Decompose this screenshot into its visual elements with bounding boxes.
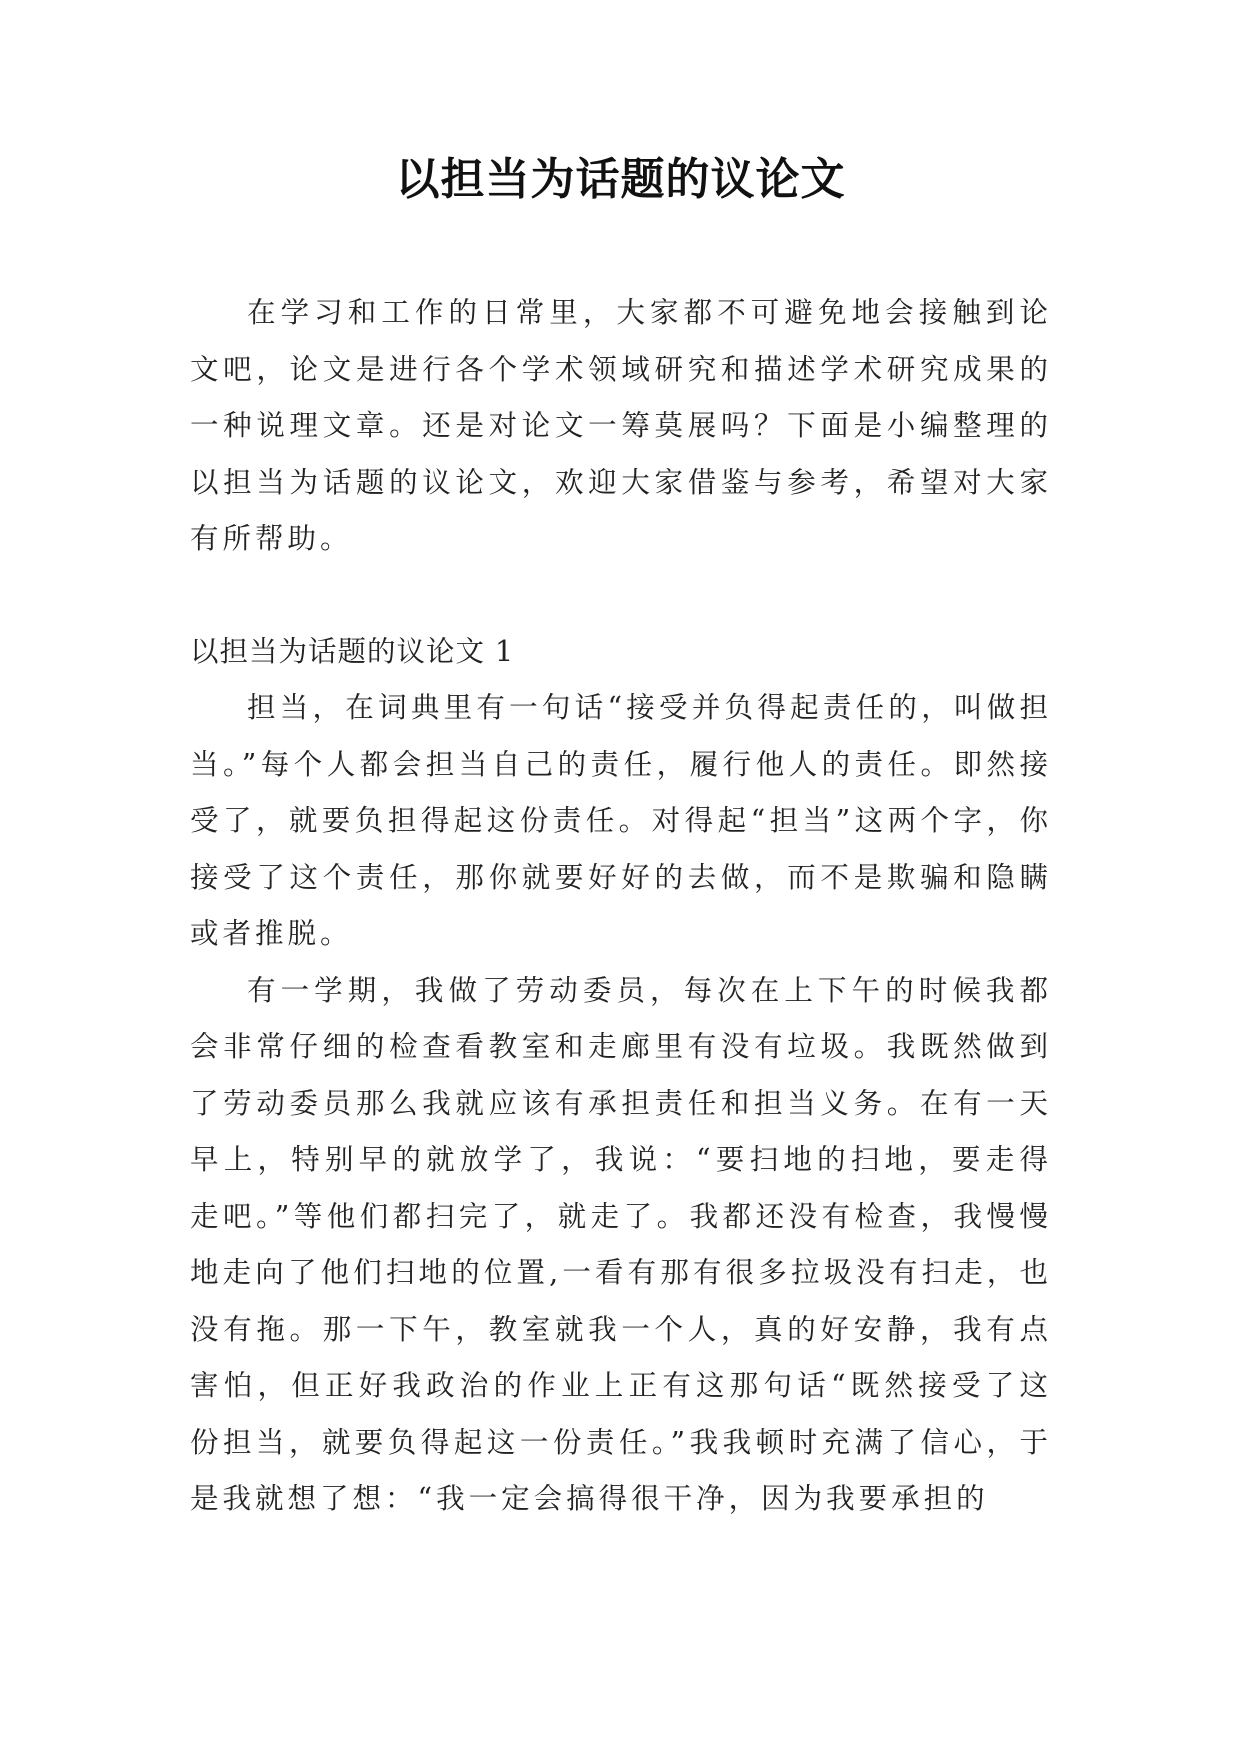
- body-paragraph-1: 担当，在词典里有一句话“接受并负得起责任的，叫做担当。”每个人都会担当自己的责任，履行他人的责任。即然接受了，就要负担得起这份责任。对得起“担当”这两个字，你接受了这个责任，那你就要好好的去做，而不是欺骗和隐瞒或者推脱。: [190, 691, 1052, 950]
- section-heading: 以担当为话题的议论文 1: [190, 634, 515, 668]
- body-paragraph-2: 有一学期，我做了劳动委员，每次在上下午的时候我都会非常仔细的检查看教室和走廊里有没有垃圾。我既然做到了劳动委员那么我就应该有承担责任和担当义务。在有一天早上，特别早的就放学了，我说：“要扫地的扫地，要走得走吧。”等他们都扫完了，就走了。我都还没有检查，我慢慢地走向了他们扫地的位置,一看有那有很多拉圾没有扫走，也没有拖。那一下午，教室就我一个人，真的好安静，我有点害怕，但正好我政治的作业上正有这那句话“既然接受了这份担当，就要负得起这一份责任。”我我顿时充满了信心，于是我就想了想：“我一定会搞得很干净，因为我要承担的: [190, 973, 1052, 1515]
- document-title: 以担当为话题的议论文: [395, 154, 846, 205]
- intro-paragraph: 在学习和工作的日常里，大家都不可避免地会接触到论文吧，论文是进行各个学术领域研究和描述学术研究成果的一种说理文章。还是对论文一筹莫展吗？下面是小编整理的以担当为话题的议论文，欢迎大家借鉴与参考，希望对大家有所帮助。: [190, 296, 1052, 555]
- document-body: [190, 285, 1052, 1528]
